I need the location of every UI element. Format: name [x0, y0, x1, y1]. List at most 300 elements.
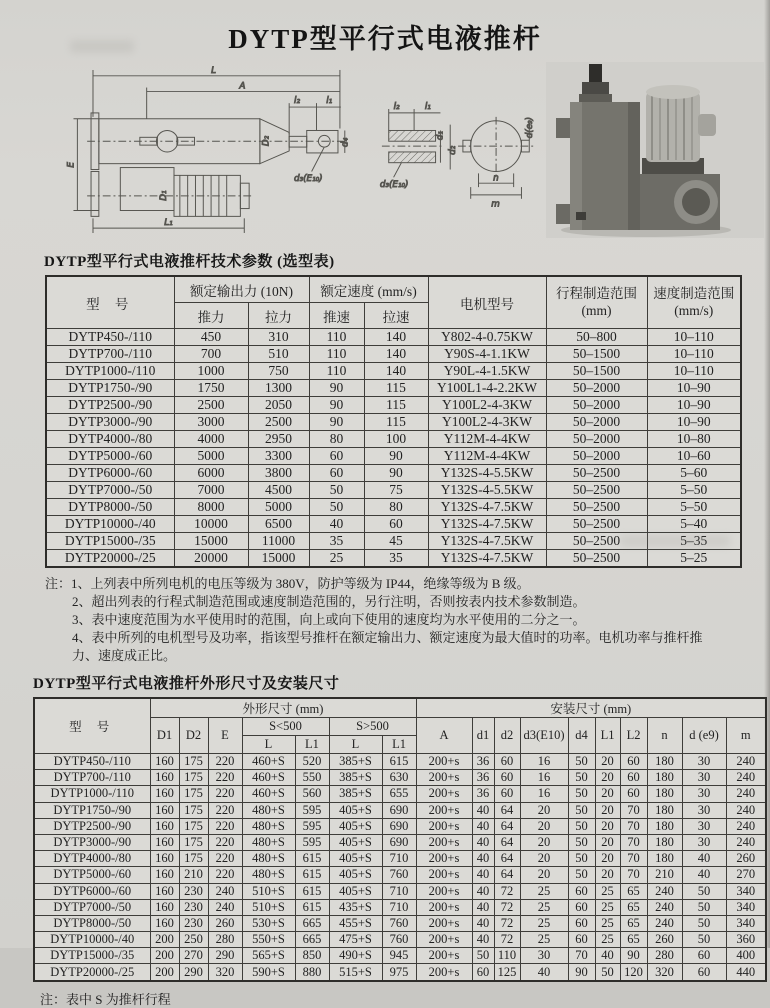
table-cell: 60: [472, 964, 494, 981]
table-cell: 8000: [174, 499, 248, 516]
table-cell: DYTP5000-/60: [34, 867, 150, 883]
table-cell: DYTP2500-/90: [34, 818, 150, 834]
table-cell: 16: [520, 770, 568, 786]
table-cell: DYTP7000-/50: [46, 482, 174, 499]
table-cell: 270: [179, 948, 208, 964]
table-cell: 310: [248, 329, 309, 346]
table-cell: 160: [150, 915, 179, 931]
table-cell: DYTP3000-/90: [46, 414, 174, 431]
table-cell: 710: [382, 899, 416, 915]
table-cell: 340: [726, 915, 766, 931]
table-cell: 175: [179, 786, 208, 802]
th-s-lt-500: S<500: [242, 718, 329, 736]
table-cell: 460+S: [242, 770, 295, 786]
table-cell: 10–60: [647, 448, 741, 465]
table-cell: 160: [150, 883, 179, 899]
table-cell: 15000: [174, 533, 248, 550]
table-cell: Y112M-4-4KW: [428, 431, 546, 448]
table-cell: 50: [682, 915, 726, 931]
table-cell: 40: [472, 802, 494, 818]
table-cell: 220: [208, 834, 242, 850]
table-cell: 450: [174, 329, 248, 346]
table-cell: 200+s: [416, 964, 472, 981]
table-cell: 25: [595, 899, 620, 915]
table-cell: 50–2500: [546, 482, 647, 499]
table-cell: 110: [309, 346, 364, 363]
table-cell: 200+s: [416, 818, 472, 834]
table-cell: 20: [520, 851, 568, 867]
table-cell: 2950: [248, 431, 309, 448]
table-cell: 40: [309, 516, 364, 533]
table-cell: 50–2500: [546, 465, 647, 482]
table-cell: 710: [382, 851, 416, 867]
table-cell: 20: [520, 818, 568, 834]
table-row: [34, 818, 766, 834]
figure-row: [52, 62, 760, 240]
table-cell: 405+S: [329, 867, 382, 883]
table-cell: 405+S: [329, 802, 382, 818]
table-cell: DYTP7000-/50: [34, 899, 150, 915]
table-cell: 40: [520, 964, 568, 981]
table-cell: Y100L2-4-3KW: [428, 414, 546, 431]
table-cell: 405+S: [329, 818, 382, 834]
table-cell: Y100L1-4-2.2KW: [428, 380, 546, 397]
table-cell: 260: [726, 851, 766, 867]
table-row: [46, 329, 741, 346]
table-cell: 50–2500: [546, 516, 647, 533]
table-cell: Y90S-4-1.1KW: [428, 346, 546, 363]
table-cell: 280: [647, 948, 682, 964]
th-d-e9: d (e9): [682, 718, 726, 754]
table-cell: 60: [568, 932, 595, 948]
table-cell: 405+S: [329, 834, 382, 850]
table-cell: DYTP8000-/50: [46, 499, 174, 516]
table-cell: 36: [472, 770, 494, 786]
table-cell: 60: [620, 754, 647, 770]
table-cell: 50–1500: [546, 346, 647, 363]
table-cell: 10–110: [647, 346, 741, 363]
table-cell: Y132S-4-5.5KW: [428, 482, 546, 499]
table-row: [34, 883, 766, 899]
dim-label-l2: l₂: [294, 96, 301, 107]
table-cell: 50: [682, 932, 726, 948]
table-cell: 615: [295, 851, 329, 867]
table-cell: 385+S: [329, 754, 382, 770]
table-cell: 655: [382, 786, 416, 802]
table-cell: 2500: [248, 414, 309, 431]
th-D1: D1: [150, 718, 179, 754]
table-cell: 140: [364, 363, 428, 380]
table-cell: 70: [620, 834, 647, 850]
table-cell: 280: [208, 932, 242, 948]
table-cell: 20: [520, 867, 568, 883]
table-cell: 10–110: [647, 363, 741, 380]
dim-label-d3: d₃(E₁₀): [294, 174, 323, 185]
table-cell: 405+S: [329, 851, 382, 867]
table-cell: 475+S: [329, 932, 382, 948]
table-cell: 40: [472, 867, 494, 883]
table-row: [34, 786, 766, 802]
th-d3: d3(E10): [520, 718, 568, 754]
table-cell: 50–2500: [546, 533, 647, 550]
th-L1-lt: L1: [295, 736, 329, 754]
table-row: [34, 915, 766, 931]
table-cell: 510+S: [242, 883, 295, 899]
th-push-speed: 推速: [309, 303, 364, 329]
table-cell: Y802-4-0.75KW: [428, 329, 546, 346]
table-cell: 240: [726, 818, 766, 834]
table-cell: 20: [595, 851, 620, 867]
table-cell: 880: [295, 964, 329, 981]
table-cell: 455+S: [329, 915, 382, 931]
table-cell: 230: [179, 915, 208, 931]
th-L-lt: L: [242, 736, 295, 754]
table-cell: 10–110: [647, 329, 741, 346]
table-cell: DYTP3000-/90: [34, 834, 150, 850]
table-cell: 64: [494, 818, 520, 834]
table-cell: 50: [472, 948, 494, 964]
th-install-group: 安装尺寸 (mm): [416, 698, 766, 718]
notes-block: [45, 575, 717, 665]
dim-label-m: m: [491, 199, 500, 210]
table-cell: 35: [309, 533, 364, 550]
table-cell: 530+S: [242, 915, 295, 931]
table-cell: 760: [382, 867, 416, 883]
table-cell: DYTP20000-/25: [34, 964, 150, 981]
table-cell: 1000: [174, 363, 248, 380]
dim-label-sec-l1: l₁: [424, 102, 431, 113]
th-stroke-range-line1: 行程制造范围: [556, 285, 637, 301]
table-cell: 50: [682, 883, 726, 899]
table-cell: 25: [595, 883, 620, 899]
table-cell: 20: [595, 786, 620, 802]
table-cell: 40: [472, 883, 494, 899]
note-line: 4、表中所列的电机型号及功率，指该型号推杆在额定输出力、额定速度为最大值时的功率。电机功率与推杆推力、速度成正比。: [72, 630, 703, 663]
table-cell: 3000: [174, 414, 248, 431]
dimension-drawing: [52, 62, 540, 238]
table-cell: 50–2000: [546, 414, 647, 431]
table-cell: 50–2000: [546, 380, 647, 397]
th-push-force: 推力: [174, 303, 248, 329]
th-pull-speed: 拉速: [364, 303, 428, 329]
table-cell: 75: [364, 482, 428, 499]
table-cell: 320: [208, 964, 242, 981]
table-cell: 20: [595, 834, 620, 850]
dim-label-L: L: [211, 65, 216, 76]
table-cell: 850: [295, 948, 329, 964]
th-L-gt: L: [329, 736, 382, 754]
table-cell: 230: [179, 883, 208, 899]
table-cell: 50–2000: [546, 431, 647, 448]
th-motor-model: 电机型号: [428, 276, 546, 329]
th-A: A: [416, 718, 472, 754]
table-cell: 220: [208, 770, 242, 786]
table-cell: 175: [179, 802, 208, 818]
dim-label-de9: d(e₉): [525, 116, 536, 139]
table-cell: DYTP4000-/80: [46, 431, 174, 448]
table-cell: 115: [364, 414, 428, 431]
table-cell: 50: [568, 802, 595, 818]
table-cell: DYTP700-/110: [34, 770, 150, 786]
table-cell: DYTP450-/110: [34, 754, 150, 770]
table-cell: 35: [364, 550, 428, 568]
table-cell: 200+s: [416, 851, 472, 867]
table-cell: 750: [248, 363, 309, 380]
table-cell: 690: [382, 802, 416, 818]
table-cell: 160: [150, 867, 179, 883]
table-cell: 10–80: [647, 431, 741, 448]
page-edge-shadow: [764, 0, 770, 948]
table-cell: 160: [150, 834, 179, 850]
table-cell: 200+s: [416, 802, 472, 818]
table-cell: 160: [150, 802, 179, 818]
table-cell: 125: [494, 964, 520, 981]
table-cell: 5–60: [647, 465, 741, 482]
table-cell: 220: [208, 818, 242, 834]
th-speed-range-line1: 速度制造范围: [653, 285, 735, 301]
th-L1-gt: L1: [382, 736, 416, 754]
table-cell: 50: [568, 770, 595, 786]
table-cell: 480+S: [242, 818, 295, 834]
table-cell: 50–2500: [546, 499, 647, 516]
table-cell: 200+s: [416, 932, 472, 948]
th-rated-speed: 额定速度 (mm/s): [309, 276, 428, 303]
table-cell: 400: [726, 948, 766, 964]
table-cell: 480+S: [242, 851, 295, 867]
table-cell: Y132S-4-7.5KW: [428, 533, 546, 550]
bleedthrough-mark: [70, 40, 134, 53]
table-row: [46, 465, 741, 482]
table-cell: 20: [595, 770, 620, 786]
note-line: 2、超出列表的行程式制造范围或速度制造范围的，另行注明，否则按表内技术参数制造。: [72, 594, 586, 609]
th-outline-group: 外形尺寸 (mm): [150, 698, 416, 718]
table-cell: 10–90: [647, 380, 741, 397]
table-cell: 72: [494, 932, 520, 948]
table-cell: 10–90: [647, 414, 741, 431]
table-cell: 80: [309, 431, 364, 448]
table-cell: 710: [382, 883, 416, 899]
table-cell: 50–1500: [546, 363, 647, 380]
table-cell: 200: [150, 948, 179, 964]
dim-label-D1: D₁: [159, 190, 170, 201]
table-cell: 220: [208, 802, 242, 818]
table-row: [34, 834, 766, 850]
table-cell: 590+S: [242, 964, 295, 981]
table-cell: 90: [309, 397, 364, 414]
table-cell: 100: [364, 431, 428, 448]
dim-label-L1: L₁: [164, 218, 173, 229]
table-cell: 50: [309, 482, 364, 499]
table-row: [34, 754, 766, 770]
table-cell: 405+S: [329, 883, 382, 899]
table-cell: DYTP8000-/50: [34, 915, 150, 931]
table-cell: 72: [494, 883, 520, 899]
table-cell: 160: [150, 851, 179, 867]
th-L2-install: L2: [620, 718, 647, 754]
th-speed-range: [647, 276, 741, 329]
note-line: [45, 575, 717, 593]
table-cell: 10000: [174, 516, 248, 533]
table2-footnote: 注：表中 S 为推杆行程: [40, 991, 171, 1007]
table-cell: 65: [620, 932, 647, 948]
table-cell: 80: [364, 499, 428, 516]
table-cell: 60: [620, 786, 647, 802]
dim-label-sec-d3: d₃(E₁₀): [379, 180, 409, 191]
table-cell: 20: [595, 754, 620, 770]
table-cell: 50: [568, 851, 595, 867]
table-cell: 160: [150, 770, 179, 786]
table-cell: 110: [309, 363, 364, 380]
table-row: [34, 948, 766, 964]
table-row: [34, 932, 766, 948]
table-cell: 90: [364, 465, 428, 482]
th-d4: d4: [568, 718, 595, 754]
table-row: [46, 363, 741, 380]
table-cell: 30: [682, 770, 726, 786]
table-cell: 140: [364, 346, 428, 363]
table-cell: DYTP10000-/40: [34, 932, 150, 948]
table-cell: 20: [520, 834, 568, 850]
table-cell: 240: [647, 899, 682, 915]
table-cell: 70: [620, 802, 647, 818]
table-cell: 615: [382, 754, 416, 770]
table-row: [46, 346, 741, 363]
table-cell: 200+s: [416, 786, 472, 802]
table-cell: 50: [568, 786, 595, 802]
th-n: n: [647, 718, 682, 754]
dim-label-E: E: [66, 162, 77, 168]
table-cell: Y100L2-4-3KW: [428, 397, 546, 414]
table-cell: 40: [472, 915, 494, 931]
table-row: [34, 899, 766, 915]
table-cell: 665: [295, 915, 329, 931]
table-cell: 440: [726, 964, 766, 981]
table-cell: DYTP1750-/90: [34, 802, 150, 818]
table-cell: DYTP2500-/90: [46, 397, 174, 414]
table-cell: Y132S-4-5.5KW: [428, 465, 546, 482]
table-cell: 550: [295, 770, 329, 786]
table-cell: 65: [620, 899, 647, 915]
table-cell: 595: [295, 834, 329, 850]
note-line: 3、表中速度范围为水平使用时的范围，向上或向下使用的速度均为水平使用的二分之一。: [72, 612, 586, 627]
table-cell: 480+S: [242, 802, 295, 818]
table-cell: DYTP15000-/35: [34, 948, 150, 964]
table-cell: 220: [208, 867, 242, 883]
th-d2: d2: [494, 718, 520, 754]
table-row: [46, 414, 741, 431]
table-row: [46, 550, 741, 568]
table-cell: 50: [568, 834, 595, 850]
table-cell: 5–50: [647, 482, 741, 499]
table-cell: 5000: [174, 448, 248, 465]
th-L1-install: L1: [595, 718, 620, 754]
table-cell: 40: [472, 899, 494, 915]
table-cell: 615: [295, 867, 329, 883]
table-cell: 550+S: [242, 932, 295, 948]
table-cell: 270: [726, 867, 766, 883]
specs-table: [45, 275, 742, 568]
table-cell: DYTP450-/110: [46, 329, 174, 346]
page-title: DYTP型平行式电液推杆: [228, 24, 542, 54]
table-cell: 60: [364, 516, 428, 533]
th-stroke-range: [546, 276, 647, 329]
table-cell: 60: [682, 964, 726, 981]
th-s-gt-500: S>500: [329, 718, 416, 736]
table-cell: 975: [382, 964, 416, 981]
table-cell: 20: [595, 818, 620, 834]
table-cell: 90: [309, 414, 364, 431]
table-cell: 36: [472, 786, 494, 802]
table-cell: 200+s: [416, 899, 472, 915]
table-cell: 10–90: [647, 397, 741, 414]
table-cell: 200+s: [416, 883, 472, 899]
table-row: [46, 516, 741, 533]
table-cell: 240: [208, 899, 242, 915]
table-cell: 2050: [248, 397, 309, 414]
table-cell: DYTP6000-/60: [46, 465, 174, 482]
table-cell: 25: [520, 883, 568, 899]
table-row: [46, 380, 741, 397]
table-cell: Y132S-4-7.5KW: [428, 516, 546, 533]
table-cell: 175: [179, 834, 208, 850]
table-cell: 160: [150, 754, 179, 770]
table-cell: 230: [179, 899, 208, 915]
table-cell: 60: [309, 465, 364, 482]
table-cell: 160: [150, 818, 179, 834]
table-cell: 115: [364, 380, 428, 397]
table-cell: 175: [179, 754, 208, 770]
th-D2: D2: [179, 718, 208, 754]
table-row: [46, 448, 741, 465]
table-cell: 490+S: [329, 948, 382, 964]
table-cell: 565+S: [242, 948, 295, 964]
table-cell: 64: [494, 851, 520, 867]
table-cell: 240: [726, 786, 766, 802]
table-cell: 65: [620, 883, 647, 899]
table-cell: 510: [248, 346, 309, 363]
table-cell: 50–800: [546, 329, 647, 346]
table-cell: 5–50: [647, 499, 741, 516]
table-row: [34, 867, 766, 883]
table-cell: 70: [620, 851, 647, 867]
table-cell: 595: [295, 802, 329, 818]
table-row: [46, 499, 741, 516]
table-cell: 240: [726, 802, 766, 818]
table-cell: 64: [494, 802, 520, 818]
table-cell: 520: [295, 754, 329, 770]
table-cell: 220: [208, 851, 242, 867]
table-cell: 595: [295, 818, 329, 834]
table-row: [34, 964, 766, 981]
th-E: E: [208, 718, 242, 754]
table-cell: 1300: [248, 380, 309, 397]
table-cell: DYTP5000-/60: [46, 448, 174, 465]
dim-label-A: A: [239, 81, 246, 92]
table-cell: 25: [520, 932, 568, 948]
table-cell: 50: [595, 964, 620, 981]
table-cell: 20: [595, 867, 620, 883]
table-cell: 690: [382, 818, 416, 834]
note-prefix: 注：: [45, 576, 72, 591]
table-cell: 30: [682, 834, 726, 850]
table-cell: 340: [726, 883, 766, 899]
table-row: [46, 397, 741, 414]
table-cell: 36: [472, 754, 494, 770]
table-cell: 40: [595, 948, 620, 964]
table-cell: 5–35: [647, 533, 741, 550]
dim-label-sec-l2: l₂: [393, 102, 400, 113]
table-cell: 72: [494, 915, 520, 931]
